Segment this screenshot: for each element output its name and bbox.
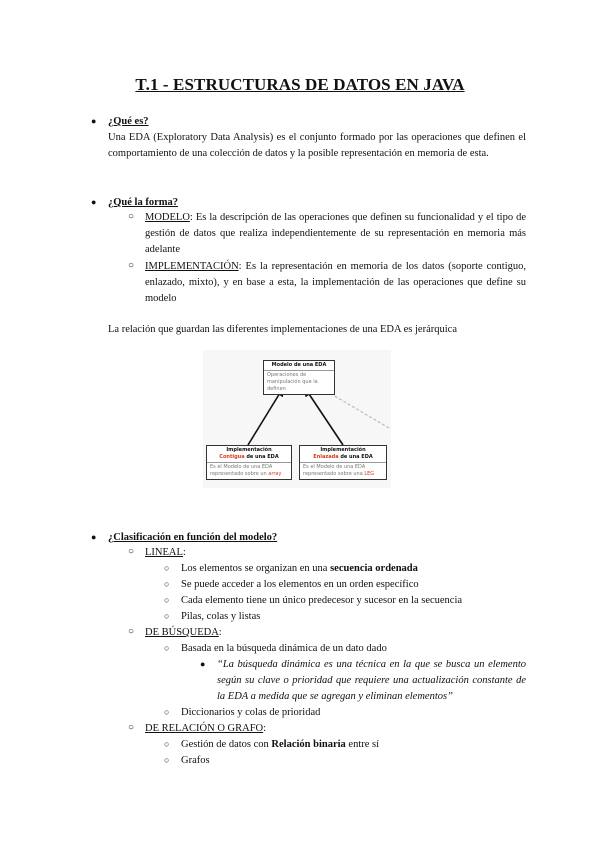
category-lineal: LINEAL: <box>145 547 186 558</box>
circle-bullet: ○ <box>164 595 170 605</box>
bullet-dot: ● <box>200 659 206 669</box>
circle-bullet: ○ <box>164 579 170 589</box>
section-heading-que-la-forma: ¿Qué la forma? <box>108 197 178 208</box>
circle-bullet: ○ <box>128 546 135 557</box>
busqueda-quote: “La búsqueda dinámica es una técnica en la que se busca un elemento según su clave o prioridad que requiere una actualización constante de la EDA a medida que se agregan y eliminan elementos” <box>217 659 526 702</box>
arrow-enlazada-to-modelo <box>305 388 343 445</box>
relation-text: La relación que guardan las diferentes implementaciones de una EDA es jerárquica <box>108 324 457 335</box>
lineal-item-2: Se puede acceder a los elementos en un orden específico <box>181 579 419 590</box>
circle-bullet: ○ <box>128 626 135 637</box>
bullet-dot: ● <box>91 116 97 126</box>
relacion-item-2: Grafos <box>181 755 210 766</box>
circle-bullet: ○ <box>164 755 170 765</box>
circle-bullet: ○ <box>128 211 135 222</box>
lineal-item-4: Pilas, colas y listas <box>181 611 261 622</box>
page-title: T.1 - ESTRUCTURAS DE DATOS EN JAVA <box>135 75 465 94</box>
circle-bullet: ○ <box>128 260 135 271</box>
section-heading-clasificacion: ¿Clasificación en función del modelo? <box>108 532 278 543</box>
circle-bullet: ○ <box>128 722 135 733</box>
bullet-dot: ● <box>91 532 97 542</box>
implementacion-definition: IMPLEMENTACIÓN: Es la representación en memoria de los datos (soporte contiguo, enlazado, mixto), y en base a esta, la implementación de las operaciones que define su modelo <box>145 261 526 304</box>
circle-bullet: ○ <box>164 563 170 573</box>
node-implementacion-contigua: Implementación Contigua de una EDA Es el Modelo de una EDA representado sobre un array <box>206 445 292 480</box>
bullet-dot: ● <box>91 197 97 207</box>
circle-bullet: ○ <box>164 611 170 621</box>
circle-bullet: ○ <box>164 643 170 653</box>
eda-hierarchy-diagram <box>203 350 391 488</box>
lineal-item-1: Los elementos se organizan en una secuencia ordenada <box>181 563 418 574</box>
node-modelo-eda: Modelo de una EDA Operaciones de manipulación que la definen <box>263 360 335 395</box>
modelo-definition: MODELO: Es la descripción de las operaciones que definen su funcionalidad y el tipo de gestión de datos que realiza independientemente de su representación en memoria más adelante <box>145 212 526 255</box>
busqueda-item-1: Basada en la búsqueda dinámica de un dato dado <box>181 643 387 654</box>
relacion-item-1: Gestión de datos con Relación binaria entre sí <box>181 739 380 750</box>
section-heading-que-es: ¿Qué es? <box>108 116 149 127</box>
node-implementacion-enlazada: Implementación Enlazada de una EDA Es el Modelo de una EDA representado sobre una LEG <box>299 445 387 480</box>
lineal-item-3: Cada elemento tiene un único predecesor y sucesor en la secuencia <box>181 595 463 606</box>
section-text-que-es: Una EDA (Exploratory Data Analysis) es el conjunto formado por las operaciones que definen el comportamiento de una colección de datos y la posible representación en memoria de esta. <box>108 132 526 159</box>
circle-bullet: ○ <box>164 739 170 749</box>
category-busqueda: DE BÚSQUEDA: <box>145 627 222 638</box>
circle-bullet: ○ <box>164 707 170 717</box>
busqueda-item-2: Diccionarios y colas de prioridad <box>181 707 321 718</box>
category-relacion: DE RELACIÓN O GRAFO: <box>145 723 267 734</box>
arrow-contigua-to-modelo <box>248 388 283 445</box>
